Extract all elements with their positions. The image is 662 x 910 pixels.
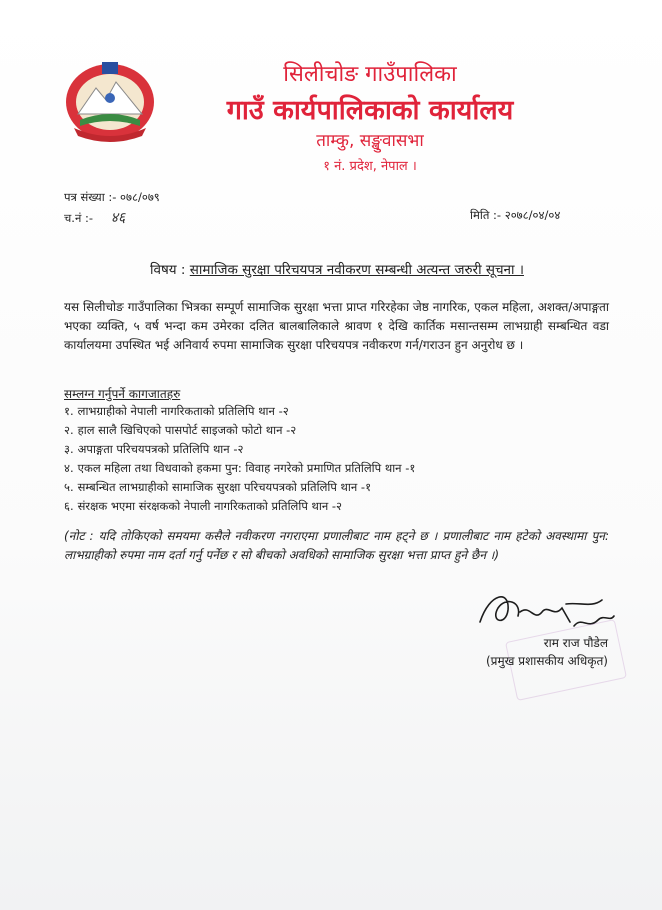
subject-label: विषय : xyxy=(150,262,186,278)
dispatch-label: च.नं :- xyxy=(64,211,94,225)
attachments-list xyxy=(64,402,415,516)
reference-number: पत्र संख्या :- ०७८/०७९ xyxy=(64,190,160,204)
attachments-heading: सम्लग्न गर्नुपर्ने कागजातहरु xyxy=(64,387,181,401)
dispatch-value: ४६ xyxy=(110,210,126,226)
note-paragraph: (नोट : यदि तोकिएको समयमा कसैले नवीकरण नगराएमा प्रणालीबाट नाम हट्ने छ । प्रणालीबाट नाम हटेको अवस्थामा पुन: लाभग्राहीको रुपमा नाम दर्ता गर्नु पर्नेछ र सो बीचको अवधिको सामाजिक सुरक्षा भत्ता प्राप्त हुने छैन ।) xyxy=(64,529,609,562)
office-name: गाउँ कार्यपालिकाको कार्यालय xyxy=(226,95,514,126)
municipality-name: सिलीचोङ गाउँपालिका xyxy=(283,62,457,87)
province-country: १ नं. प्रदेश, नेपाल । xyxy=(323,159,417,174)
list-item: १. लाभग्राहीको नेपाली नागरिकताको प्रतिलिपि थान -२ xyxy=(64,404,289,418)
dispatch-number xyxy=(64,208,125,227)
government-emblem-icon xyxy=(62,58,158,144)
list-item: ४. एकल महिला तथा विधवाको हकमा पुन: विवाह नगरेको प्रमाणित प्रतिलिपि थान -१ xyxy=(64,461,416,475)
signatory-title: (प्रमुख प्रशासकीय अधिकृत) xyxy=(485,654,608,668)
subject-line xyxy=(150,260,524,278)
office-location: ताम्कु, सङ्खुवासभा xyxy=(316,131,424,151)
list-item: २. हाल सालै खिचिएको पासपोर्ट साइजको फोटो थान -२ xyxy=(64,423,297,437)
body-paragraph: यस सिलीचोङ गाउँपालिका भित्रका सम्पूर्ण सामाजिक सुरक्षा भत्ता प्राप्त गरिरहेका जेष्ठ नागरिक, एकल महिला, अशक्त/अपाङ्गता भएका व्यक्ति, ५ वर्ष भन्दा कम उमेरका दलित बालबालिकाले श्रावण १ देखि कार्तिक मसान्तसम्म लाभग्राही सम्बन्धित वडा कार्यालयमा उपस्थित भई अनिवार्य रुपमा सामाजिक सुरक्षा परिचयपत्र नवीकरण गर्न/गराउन हुन अनुरोध छ । xyxy=(64,300,609,352)
letter-date: मिति :- २०७८/०४/०४ xyxy=(470,208,561,222)
subject-text: सामाजिक सुरक्षा परिचयपत्र नवीकरण सम्बन्धी अत्यन्त जरुरी सूचना । xyxy=(189,262,524,278)
list-item: ३. अपाङ्गता परिचयपत्रको प्रतिलिपि थान -२ xyxy=(64,442,244,456)
list-item: ५. सम्बन्धित लाभग्राहीको सामाजिक सुरक्षा परिचयपत्रको प्रतिलिपि थान -१ xyxy=(64,480,372,494)
list-item: ६. संरक्षक भएमा संरक्षकको नेपाली नागरिकताको प्रतिलिपि थान -२ xyxy=(64,499,343,513)
signatory-name: राम राज पौडेल xyxy=(543,636,608,650)
